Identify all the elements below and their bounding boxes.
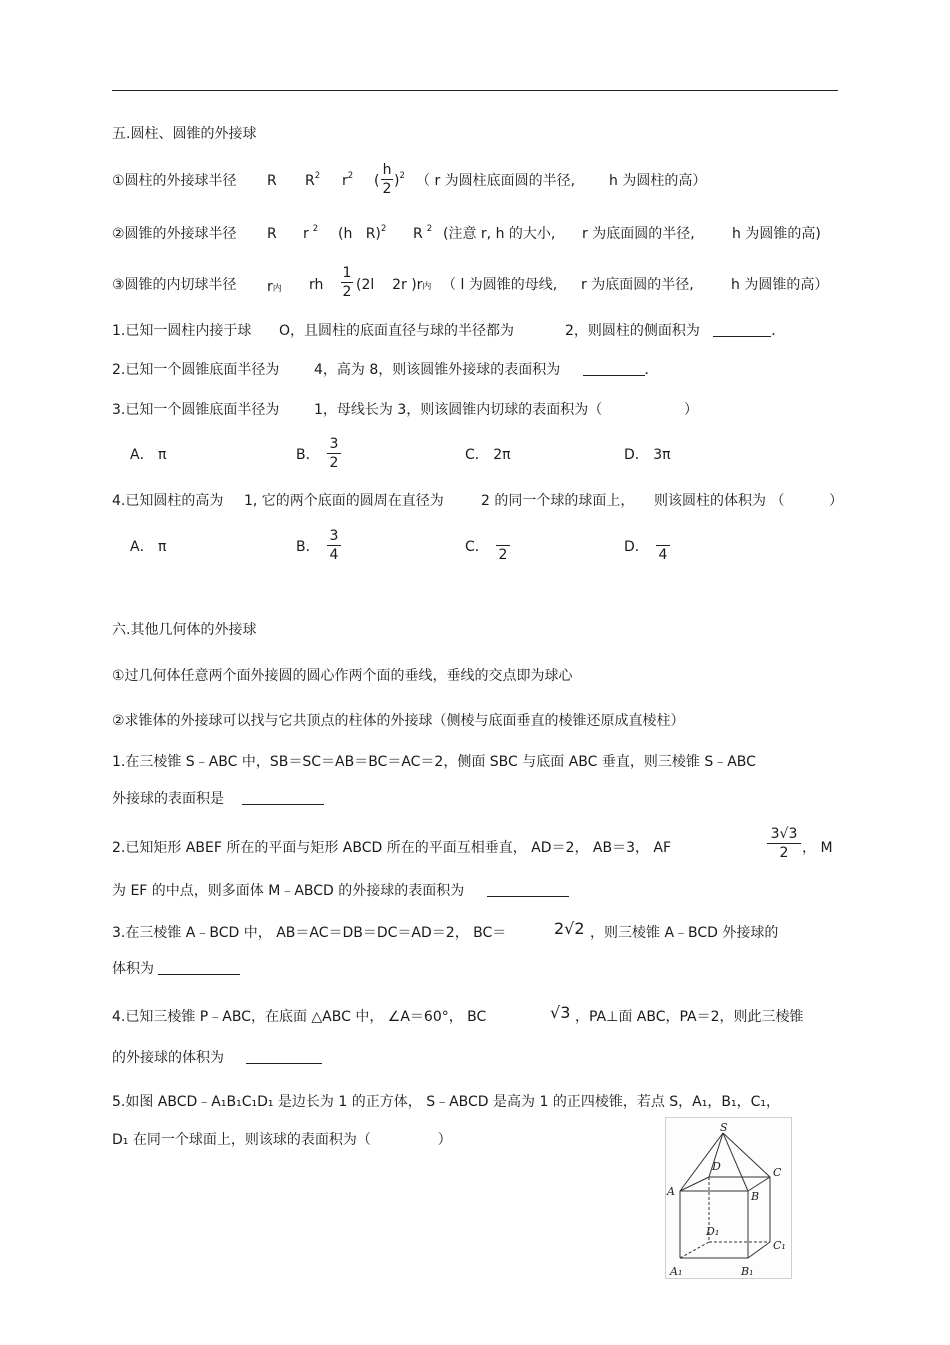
- formula-3-r-in: r内: [267, 279, 282, 295]
- formula-1-R-squared: $R^2$: [305, 171, 321, 189]
- method-2: ②求锥体的外接球可以找与它共顶点的柱体的外接球（侧棱与底面垂直的棱锥还原成直棱柱）: [112, 713, 685, 729]
- option-c-fraction: 2: [496, 528, 510, 563]
- label-B: B: [751, 1190, 760, 1203]
- formula-1-note-a: （ r 为圆柱底面圆的半径,: [416, 173, 576, 189]
- label-A: A: [667, 1185, 675, 1198]
- problem-5-1-b: O，且圆柱的底面直径与球的半径都为: [279, 323, 515, 339]
- formula-2-note-a: (注意 r, h 的大小,: [443, 226, 556, 242]
- problem-6-1-b: 外接球的表面积是: [112, 790, 324, 808]
- formula-3-note-b: r 为底面圆的半径,: [581, 277, 694, 293]
- formula-1-R: R: [267, 173, 277, 189]
- option-b: B．: [296, 447, 320, 463]
- label-S: S: [720, 1121, 728, 1134]
- formula-2-h-R: (h R)$^2$: [338, 224, 387, 242]
- cube-pyramid-figure: [665, 1117, 792, 1279]
- formula-3-label: ③圆锥的内切球半径: [112, 277, 237, 293]
- formula-3-fraction: 1 2: [342, 265, 352, 300]
- problem-5-3-b: 1，母线长为 3，则该圆锥内切球的表面积为（: [314, 402, 603, 418]
- answer-blank: [487, 882, 569, 897]
- problem-6-2-a: 2.已知矩形 ABEF 所在的平面与矩形 ABCD 所在的平面互相垂直， AD＝2， AB＝3， AF: [112, 840, 672, 856]
- option-b: B．: [296, 539, 320, 555]
- problem-6-3-b: 体积为: [112, 960, 240, 978]
- option-c: C．: [465, 539, 489, 555]
- problem-6-4-a: 4.已知三棱锥 P﹣ABC，在底面 △ABC 中， ∠A＝60°， BC: [112, 1009, 487, 1025]
- problem-5-2-a: 2.已知一个圆锥底面半径为: [112, 362, 280, 378]
- formula-1-lparen: (: [374, 173, 380, 189]
- problem-6-2-b: 为 EF 的中点，则多面体 M﹣ABCD 的外接球的表面积为: [112, 882, 569, 900]
- problem-5-4-e: ）: [829, 493, 843, 509]
- formula-2-note-c: h 为圆锥的高): [732, 226, 821, 242]
- formula-1-r-squared: $r^2$: [342, 171, 354, 189]
- problem-5-4-b: 1, 它的两个底面的圆周在直径为: [244, 493, 444, 509]
- formula-1-label: ①圆柱的外接球半径: [112, 173, 237, 189]
- option-c: C． 2π: [465, 447, 511, 463]
- option-d: D． 3π: [624, 447, 671, 463]
- answer-blank: [246, 1049, 322, 1064]
- formula-3-note-a: （ l 为圆锥的母线,: [442, 277, 558, 293]
- problem-5-3-a: 3.已知一个圆锥底面半径为: [112, 402, 280, 418]
- problem-5-1-c: 2，则圆柱的侧面积为 ．: [565, 323, 786, 339]
- answer-blank: [242, 790, 324, 805]
- option-a: A． π: [130, 447, 167, 463]
- problem-5-4-d: 则该圆柱的体积为 （: [654, 493, 785, 509]
- problem-6-5-a: 5.如图 ABCD﹣A₁B₁C₁D₁ 是边长为 1 的正方体， S﹣ABCD 是高为 1 的正四棱锥，若点 S，A₁，B₁，C₁，: [112, 1094, 780, 1110]
- answer-blank: [158, 960, 240, 975]
- formula-2-label: ②圆锥的外接球半径: [112, 226, 237, 242]
- header-rule: [112, 90, 838, 91]
- problem-5-1-a: 1.已知一圆柱内接于球: [112, 323, 252, 339]
- problem-6-3-c: ，则三棱锥 A﹣BCD 外接球的: [590, 925, 779, 941]
- option-d: D．: [624, 539, 649, 555]
- problem-6-3-a: 3.在三棱锥 A﹣BCD 中， AB＝AC＝DB＝DC＝AD＝2， BC＝: [112, 925, 507, 941]
- formula-1-fraction: h 2: [382, 162, 392, 197]
- problem-6-2-c: ， M: [802, 840, 833, 856]
- problem-5-3-c: ）: [684, 402, 698, 418]
- formula-2-R-squared: R $^2$: [413, 224, 433, 242]
- problem-5-2-b: 4，高为 8，则该圆锥外接球的表面积为 ．: [314, 362, 659, 378]
- section-5-title: 五.圆柱、圆锥的外接球: [112, 126, 257, 142]
- problem-6-2-fraction: 3√3 2: [767, 826, 801, 861]
- formula-2-R: R: [267, 226, 277, 242]
- problem-5-4-a: 4.已知圆柱的高为: [112, 493, 224, 509]
- option-a: A． π: [130, 539, 167, 555]
- label-B1: B₁: [741, 1265, 754, 1278]
- formula-3-note-c: h 为圆锥的高）: [731, 277, 829, 293]
- formula-1-note-b: h 为圆柱的高）: [609, 173, 707, 189]
- label-A1: A₁: [670, 1265, 683, 1278]
- option-b-fraction: 3 4: [327, 528, 341, 563]
- section-6-title: 六.其他几何体的外接球: [112, 622, 257, 638]
- option-d-fraction: 4: [656, 528, 670, 563]
- formula-2-r-squared: r $^2$: [303, 224, 319, 242]
- problem-6-5-b: D₁ 在同一个球面上，则该球的表面积为（ ）: [112, 1132, 452, 1148]
- formula-1-rparen: )$^2$: [394, 171, 405, 189]
- label-D: D: [712, 1160, 721, 1173]
- problem-6-4-value: √3: [550, 1003, 571, 1022]
- problem-6-1-a: 1.在三棱锥 S﹣ABC 中，SB＝SC＝AB＝BC＝AC＝2，侧面 SBC 与底面 ABC 垂直，则三棱锥 S﹣ABC: [112, 754, 756, 770]
- method-1: ①过几何体任意两个面外接圆的圆心作两个面的垂线，垂线的交点即为球心: [112, 668, 573, 684]
- problem-6-4-c: ，PA⊥面 ABC，PA＝2，则此三棱锥: [575, 1009, 804, 1025]
- problem-6-3-value: 2√2: [554, 919, 585, 938]
- formula-2-note-b: r 为底面圆的半径,: [582, 226, 695, 242]
- option-b-fraction: 3 2: [327, 436, 341, 471]
- formula-3-expr: (2l 2r )r内: [356, 277, 432, 293]
- answer-blank: [583, 361, 645, 376]
- label-D1: D₁: [706, 1225, 720, 1238]
- formula-3-rh: rh: [309, 277, 324, 293]
- problem-6-4-b: 的外接球的体积为: [112, 1049, 322, 1067]
- label-C1: C₁: [773, 1239, 786, 1252]
- label-C: C: [773, 1166, 782, 1179]
- answer-blank: [713, 322, 771, 337]
- problem-5-4-c: 2 的同一个球的球面上，: [481, 493, 635, 509]
